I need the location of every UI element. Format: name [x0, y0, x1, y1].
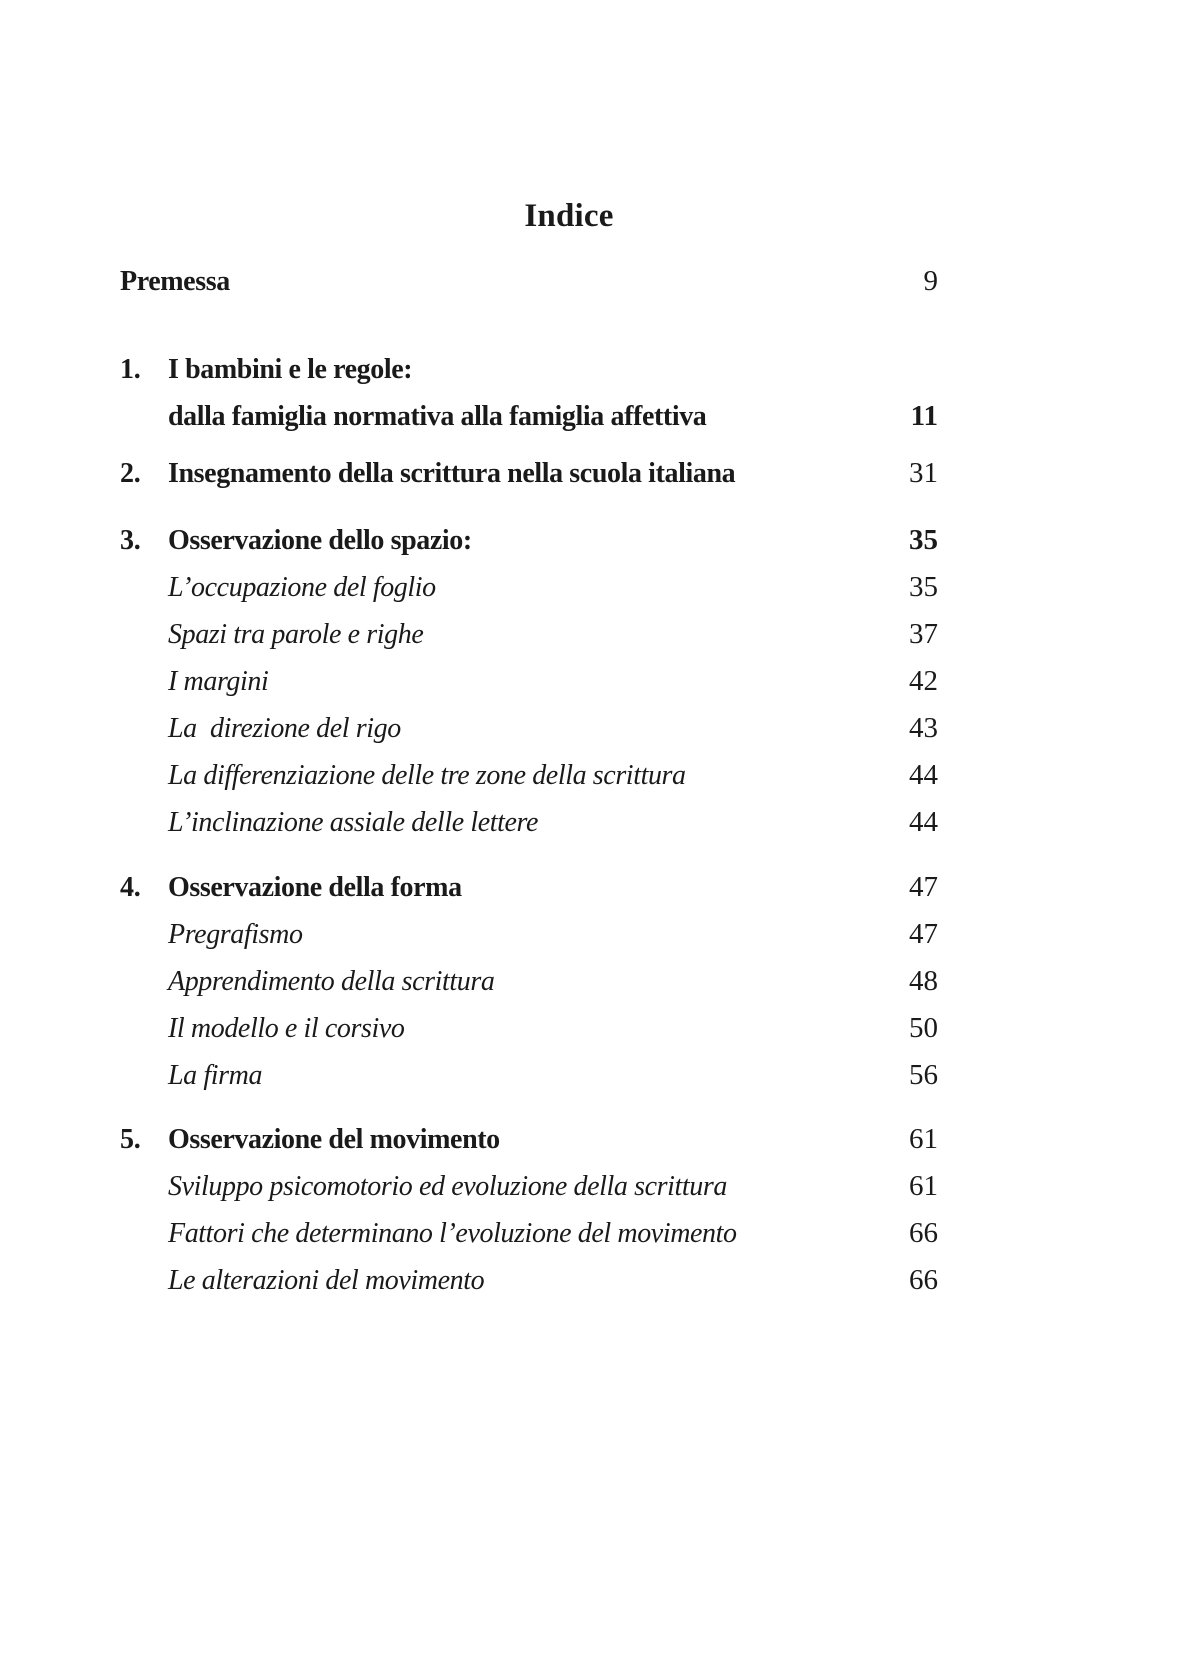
entry-page-number: 44: [909, 759, 938, 791]
entry-title: dalla famiglia normativa alla famiglia affettiva: [168, 401, 707, 432]
entry-title: Il modello e il corsivo: [168, 1013, 405, 1044]
toc-entry-sub: [120, 705, 938, 752]
toc-entry-chapter-1-line-2: [120, 393, 938, 440]
entry-title: Spazi tra parole e righe: [168, 619, 424, 650]
entry-page-number: 47: [909, 871, 938, 903]
toc-entry-sub: [120, 1163, 938, 1210]
entry-page-number: 66: [909, 1217, 938, 1249]
entry-page-number: 11: [910, 400, 938, 432]
toc-entry-sub: [120, 1210, 938, 1257]
toc-entry-sub: [120, 1257, 938, 1304]
toc-entry-chapter-1: [120, 346, 938, 393]
entry-page-number: 61: [909, 1170, 938, 1202]
toc-entry-premessa: [120, 258, 938, 305]
entry-title: I bambini e le regole:: [168, 354, 413, 385]
toc-entry-sub: [120, 1052, 938, 1099]
toc-entry-sub: [120, 752, 938, 799]
toc-entry-sub: [120, 958, 938, 1005]
entry-page-number: 37: [909, 618, 938, 650]
entry-page-number: 48: [909, 965, 938, 997]
toc-entry-chapter-5: [120, 1116, 938, 1163]
entry-title: Osservazione dello spazio:: [168, 525, 472, 556]
toc-entry-sub: [120, 911, 938, 958]
entry-page-number: 44: [909, 806, 938, 838]
entry-page-number: 9: [923, 265, 938, 297]
entry-title: Osservazione del movimento: [168, 1124, 500, 1155]
entry-page-number: 42: [909, 665, 938, 697]
entry-page-number: 56: [909, 1059, 938, 1091]
toc-entry-sub: [120, 799, 938, 846]
entry-title: Fattori che determinano l’evoluzione del movimento: [168, 1218, 737, 1249]
entry-page-number: 61: [909, 1123, 938, 1155]
entry-number: 1.: [120, 354, 141, 385]
entry-title: Insegnamento della scrittura nella scuola italiana: [168, 458, 736, 489]
entry-page-number: 50: [909, 1012, 938, 1044]
toc-entry-chapter-3: [120, 517, 938, 564]
entry-page-number: 66: [909, 1264, 938, 1296]
toc-entry-sub: [120, 611, 938, 658]
toc-entry-chapter-2: [120, 450, 938, 497]
entry-page-number: 43: [909, 712, 938, 744]
entry-number: 2.: [120, 458, 141, 489]
entry-title: La differenziazione delle tre zone della scrittura: [168, 760, 686, 791]
entry-number: 5.: [120, 1124, 141, 1155]
entry-title: I margini: [168, 666, 269, 697]
entry-number: 3.: [120, 525, 141, 556]
entry-number: 4.: [120, 872, 141, 903]
entry-title: Le alterazioni del movimento: [168, 1265, 485, 1296]
entry-page-number: 35: [909, 571, 938, 603]
toc-entry-chapter-4: [120, 864, 938, 911]
entry-page-number: 47: [909, 918, 938, 950]
entry-title: L’occupazione del foglio: [168, 572, 436, 603]
entry-page-number: 31: [909, 457, 938, 489]
entry-title: Sviluppo psicomotorio ed evoluzione della scrittura: [168, 1171, 727, 1202]
entry-title: L’inclinazione assiale delle lettere: [168, 807, 538, 838]
entry-title: Premessa: [120, 266, 230, 297]
entry-title: La firma: [168, 1060, 263, 1091]
entry-page-number: 35: [909, 524, 938, 556]
entry-title: La direzione del rigo: [168, 713, 401, 744]
toc-entry-sub: [120, 564, 938, 611]
entry-title: Apprendimento della scrittura: [168, 966, 495, 997]
entry-title: Osservazione della forma: [168, 872, 462, 903]
toc-entry-sub: [120, 658, 938, 705]
page-title: Indice: [524, 198, 614, 234]
toc-entry-sub: [120, 1005, 938, 1052]
entry-title: Pregrafismo: [168, 919, 303, 950]
